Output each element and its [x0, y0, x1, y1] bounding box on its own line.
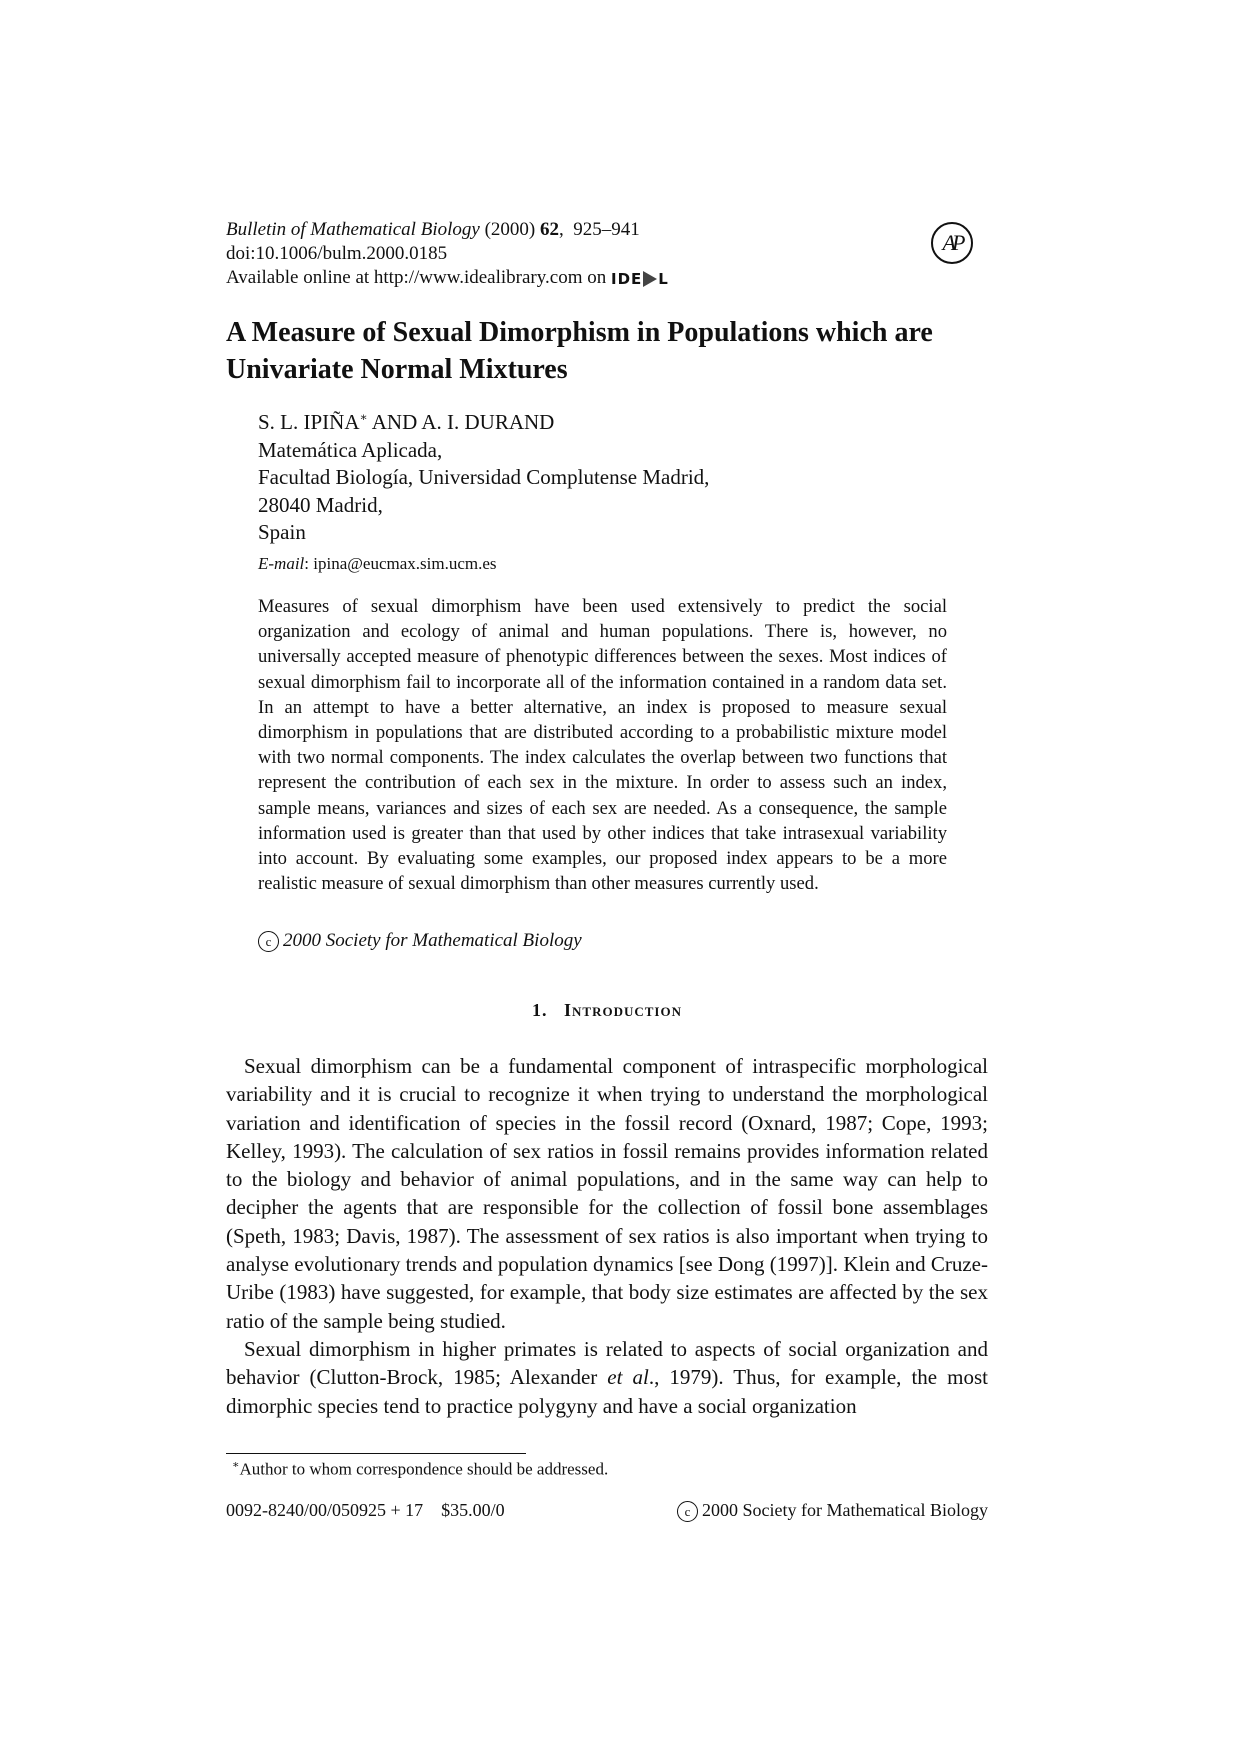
paragraph-2: Sexual dimorphism in higher primates is related to aspects of social organization and behavior (Clutton-Brock, 1985; Alexander et al., 1979). Thus, for example, the most dimorphic species tend to practice polygyny and have a social organization	[226, 1336, 988, 1418]
available-online-text: Available online at http://www.idealibrary.com on	[226, 267, 607, 288]
author-block	[258, 404, 978, 575]
abstract: Measures of sexual dimorphism have been used extensively to predict the social organization and ecology of animal and human populations. There is, however, no universally accepted measure of phenotypic differences between the sexes. Most indices of sexual dimorphism fail to incorporate all of the information contained in a random data set. In an attempt to have a better alternative, an index is proposed to measure sexual dimorphism in populations that are distributed according to a probabilistic mixture model with two normal components. The index calculates the overlap between two functions that represent the contribution of each sex in the mixture. In order to assess such an index, sample means, variances and sizes of each sex are needed. As a consequence, the sample information used is greater than that used by other indices that take intrasexual variability into account. By evaluating some examples, our proposed index appears to be a more realistic measure of sexual dimorphism than other measures currently used.	[258, 596, 947, 895]
paper-title: A Measure of Sexual Dimorphism in Populations which are Univariate Normal Mixtures	[226, 317, 933, 385]
ideal-logo-icon: IDE L	[611, 270, 669, 288]
journal-volume: 62	[539, 219, 559, 240]
paragraph-1: Sexual dimorphism can be a fundamental component of intraspecific morphological variability and it is crucial to recognize it when trying to understand the morphological variation and identification of species in the fossil record (Oxnard, 1987; Cope, 1993; Kelley, 1993). The calculation of sex ratios in fossil remains provides information related to the biology and behavior of animal populations, and in the same way can help to decipher the agents that are responsible for the collection of fossil bone assemblages (Speth, 1983; Davis, 1987). The assessment of sex ratios is also important when trying to analyse evolutionary trends and population dynamics [see Dong (1997)]. Klein and Cruze-Uribe (1983) have suggested, for example, that body size estimates are affected by the sex ratio of the sample being studied.	[226, 1054, 988, 1333]
footnote-divider	[226, 1453, 526, 1454]
affiliation-line-2: Facultad Biología, Universidad Complutense Madrid,	[258, 465, 710, 489]
academic-press-logo-icon: AP	[931, 222, 973, 264]
availability-line	[226, 266, 986, 291]
author-names: S. L. IPIÑA∗ AND A. I. DURAND	[258, 410, 555, 434]
journal-year: (2000)	[484, 219, 536, 240]
journal-pages: 925–941	[573, 219, 640, 240]
section-number: 1.	[532, 1000, 548, 1020]
copyright-icon: c	[258, 931, 279, 952]
affiliation-line-3: 28040 Madrid,	[258, 492, 383, 517]
article-header	[226, 218, 986, 291]
author-email: E-mail: ipina@eucmax.sim.ucm.es	[258, 553, 497, 573]
footnote: ∗Author to whom correspondence should be addressed.	[232, 1459, 609, 1479]
issn-price: 0092-8240/00/050925 + 17 $35.00/0	[226, 1500, 505, 1520]
doi: doi:10.1006/bulm.2000.0185	[226, 243, 448, 264]
abstract-copyright: c 2000 Society for Mathematical Biology	[258, 930, 582, 952]
journal-citation: Bulletin of Mathematical Biology (2000) 62, 925–941	[226, 219, 640, 240]
copyright-icon: c	[677, 1501, 698, 1522]
introduction-body	[226, 1052, 988, 1420]
section-title: Introduction	[564, 1000, 682, 1020]
section-heading-introduction	[226, 1000, 988, 1021]
affiliation-line-4: Spain	[258, 520, 306, 544]
affiliation-line-1: Matemática Aplicada,	[258, 437, 443, 462]
journal-name: Bulletin of Mathematical Biology	[226, 219, 480, 240]
footer-copyright: c 2000 Society for Mathematical Biology	[677, 1500, 988, 1522]
